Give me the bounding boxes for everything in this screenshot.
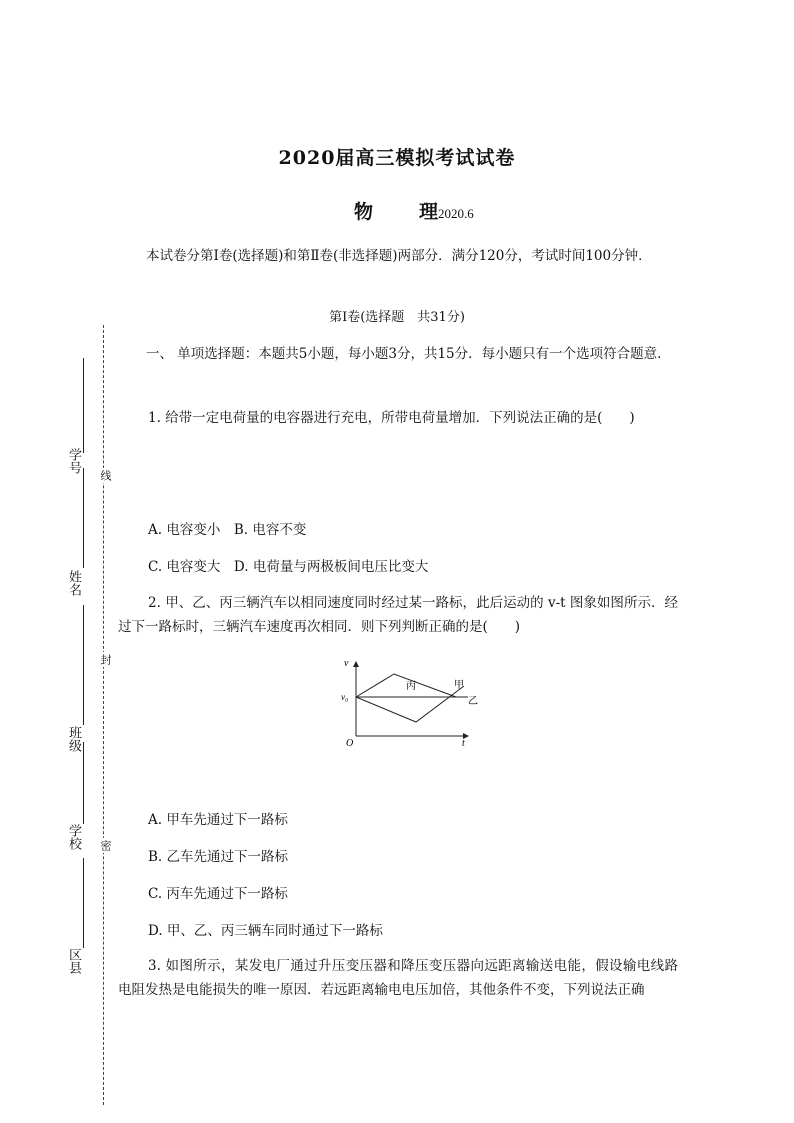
origin-label: O [346,738,354,749]
q2-option-b: B. 乙车先通过下一路标 [148,849,289,865]
v0-label: v₀ [341,692,349,702]
q3-stem: 3. 如图所示，某发电厂通过升压变压器和降压变压器向远距离输送电能，假设输电线路电阻发热是电能损失的唯一原因．若远距离输电电压加倍，其他条件不变，下列说法正确 [118,958,678,998]
jia-label: 甲 [454,680,464,691]
section-1-heading: 第Ⅰ卷(选择题 共31分) [329,310,465,325]
class-label: 班级 [66,726,81,752]
axis-v-label: v [344,658,349,669]
q1-options-cd: C. 电容变大 D. 电荷量与两极板间电压比变大 [148,559,429,575]
q2-stem: 2. 甲、乙、丙三辆汽车以相同速度同时经过某一路标，此后运动的 v-t 图象如图所示．经过下一路标时，三辆汽车速度再次相同．则下列判断正确的是( ) [118,595,678,635]
exam-intro: 本试卷分第Ⅰ卷(选择题)和第Ⅱ卷(非选择题)两部分．满分120分，考试时间100分钟． [146,248,652,264]
student-id-label: 学号 [66,448,81,474]
section-1-instruction: 一、 单项选择题：本题共5小题，每小题3分，共15分．每小题只有一个选项符合题意． [146,346,671,362]
name-label: 姓名 [66,570,81,596]
class-blank[interactable] [83,605,84,725]
q2-option-a: A. 甲车先通过下一路标 [148,812,288,828]
subject-heading [354,197,474,224]
q2-option-d: D. 甲、乙、丙三辆车同时通过下一路标 [148,923,383,939]
school-label: 学校 [66,824,81,850]
q1-stem: 1. 给带一定电荷量的电容器进行充电，所带电荷量增加．下列说法正确的是( ) [148,410,635,426]
q2-vt-graph [338,654,488,754]
seal-feng-char: 封 [99,654,112,665]
exam-date: 2020.6 [438,206,474,221]
name-blank[interactable] [83,468,84,568]
school-blank[interactable] [83,742,84,824]
seal-line-char: 线 [99,470,112,481]
student-id-blank[interactable] [83,358,84,453]
axis-t-label: t [462,738,465,749]
seal-dashed-line [103,325,104,1105]
district-label: 区县 [66,948,81,974]
subject-char-2: 理 [419,201,439,223]
exam-title: 2020届高三模拟考试试卷 [278,147,516,169]
bing-label: 丙 [406,681,416,692]
q1-options-ab: A. 电容变小 B. 电容不变 [148,522,307,538]
subject-char-1: 物 [354,201,374,223]
yi-label: 乙 [468,696,478,707]
q2-option-c: C. 丙车先通过下一路标 [148,886,288,902]
district-blank[interactable] [83,858,84,948]
seal-mi-char: 密 [99,840,112,851]
